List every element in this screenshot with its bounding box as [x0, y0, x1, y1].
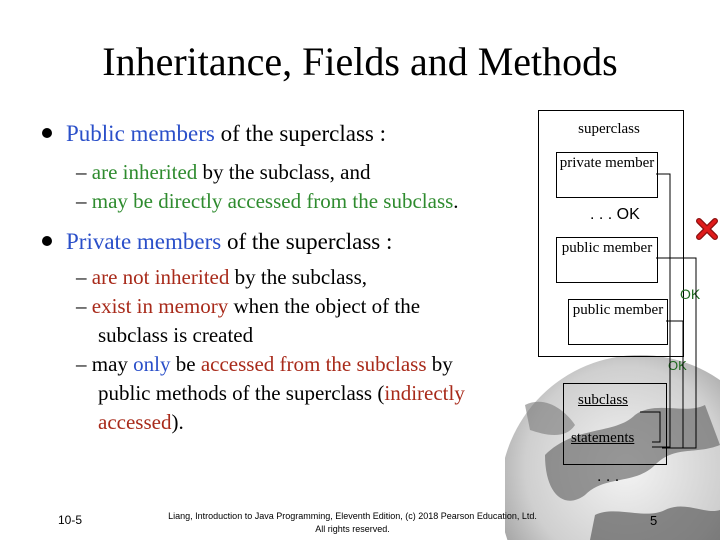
connector-subclass	[640, 412, 660, 442]
connector-public-2	[665, 321, 683, 448]
statements-label: statements	[571, 430, 635, 446]
dash: –	[76, 189, 87, 213]
indirectly-text: indirectly	[384, 381, 465, 405]
public-members-text: Public members	[66, 121, 215, 146]
accessed-from-subclass-text: accessed from the subclass	[200, 352, 427, 376]
dash: –	[76, 294, 87, 318]
connector-private	[652, 174, 670, 447]
subclass-created-text: subclass is created	[98, 323, 254, 347]
dash: –	[76, 352, 87, 376]
public-methods-text: public methods of the superclass (	[98, 381, 385, 405]
of-superclass-text: of the superclass :	[221, 229, 393, 254]
are-not-inherited-text: are not inherited	[91, 265, 230, 289]
period-text: .	[453, 189, 459, 213]
only-text: only	[133, 352, 171, 376]
connector-public-1	[656, 258, 696, 448]
dash: –	[76, 160, 87, 184]
are-inherited-text: are inherited	[91, 160, 198, 184]
x-mark-icon	[696, 218, 718, 240]
public-member-box-2: public member	[568, 299, 668, 345]
copyright-line-2: All rights reserved.	[315, 524, 390, 534]
diagram-ellipsis: . . .	[597, 468, 620, 485]
private-member-box: private member	[556, 152, 658, 198]
slide-id: 10-5	[58, 513, 83, 527]
may-be-accessed-text: may be directly accessed from the subclass	[91, 189, 454, 213]
of-superclass-text: of the superclass :	[214, 121, 387, 146]
be-text: be	[170, 352, 201, 376]
accessed-text: accessed	[98, 410, 172, 434]
closing-paren-text: ).	[171, 410, 184, 434]
public-member-box-1: public member	[556, 237, 658, 283]
ok-label-2: OK	[668, 358, 687, 373]
dash: –	[76, 265, 87, 289]
by-subclass-text: by the subclass, and	[197, 160, 371, 184]
slide-title: Inheritance, Fields and Methods	[102, 39, 618, 84]
by-text: by	[426, 352, 453, 376]
subclass-label: subclass	[578, 392, 628, 408]
private-ok-text: . . . OK	[590, 206, 640, 223]
private-members-text: Private members	[66, 229, 222, 254]
by-subclass-text: by the subclass,	[229, 265, 368, 289]
copyright-line-1: Liang, Introduction to Java Programming, Eleventh Edition, (c) 2018 Pearson Education, Ltd.	[168, 511, 537, 521]
superclass-label: superclass	[578, 121, 640, 137]
copyright-notice	[140, 510, 565, 536]
may-text: may	[91, 352, 134, 376]
page-number: 5	[650, 513, 658, 528]
when-object-text: when the object of the	[228, 294, 421, 318]
ok-label-1: OK	[680, 286, 701, 302]
exist-in-memory-text: exist in memory	[91, 294, 229, 318]
